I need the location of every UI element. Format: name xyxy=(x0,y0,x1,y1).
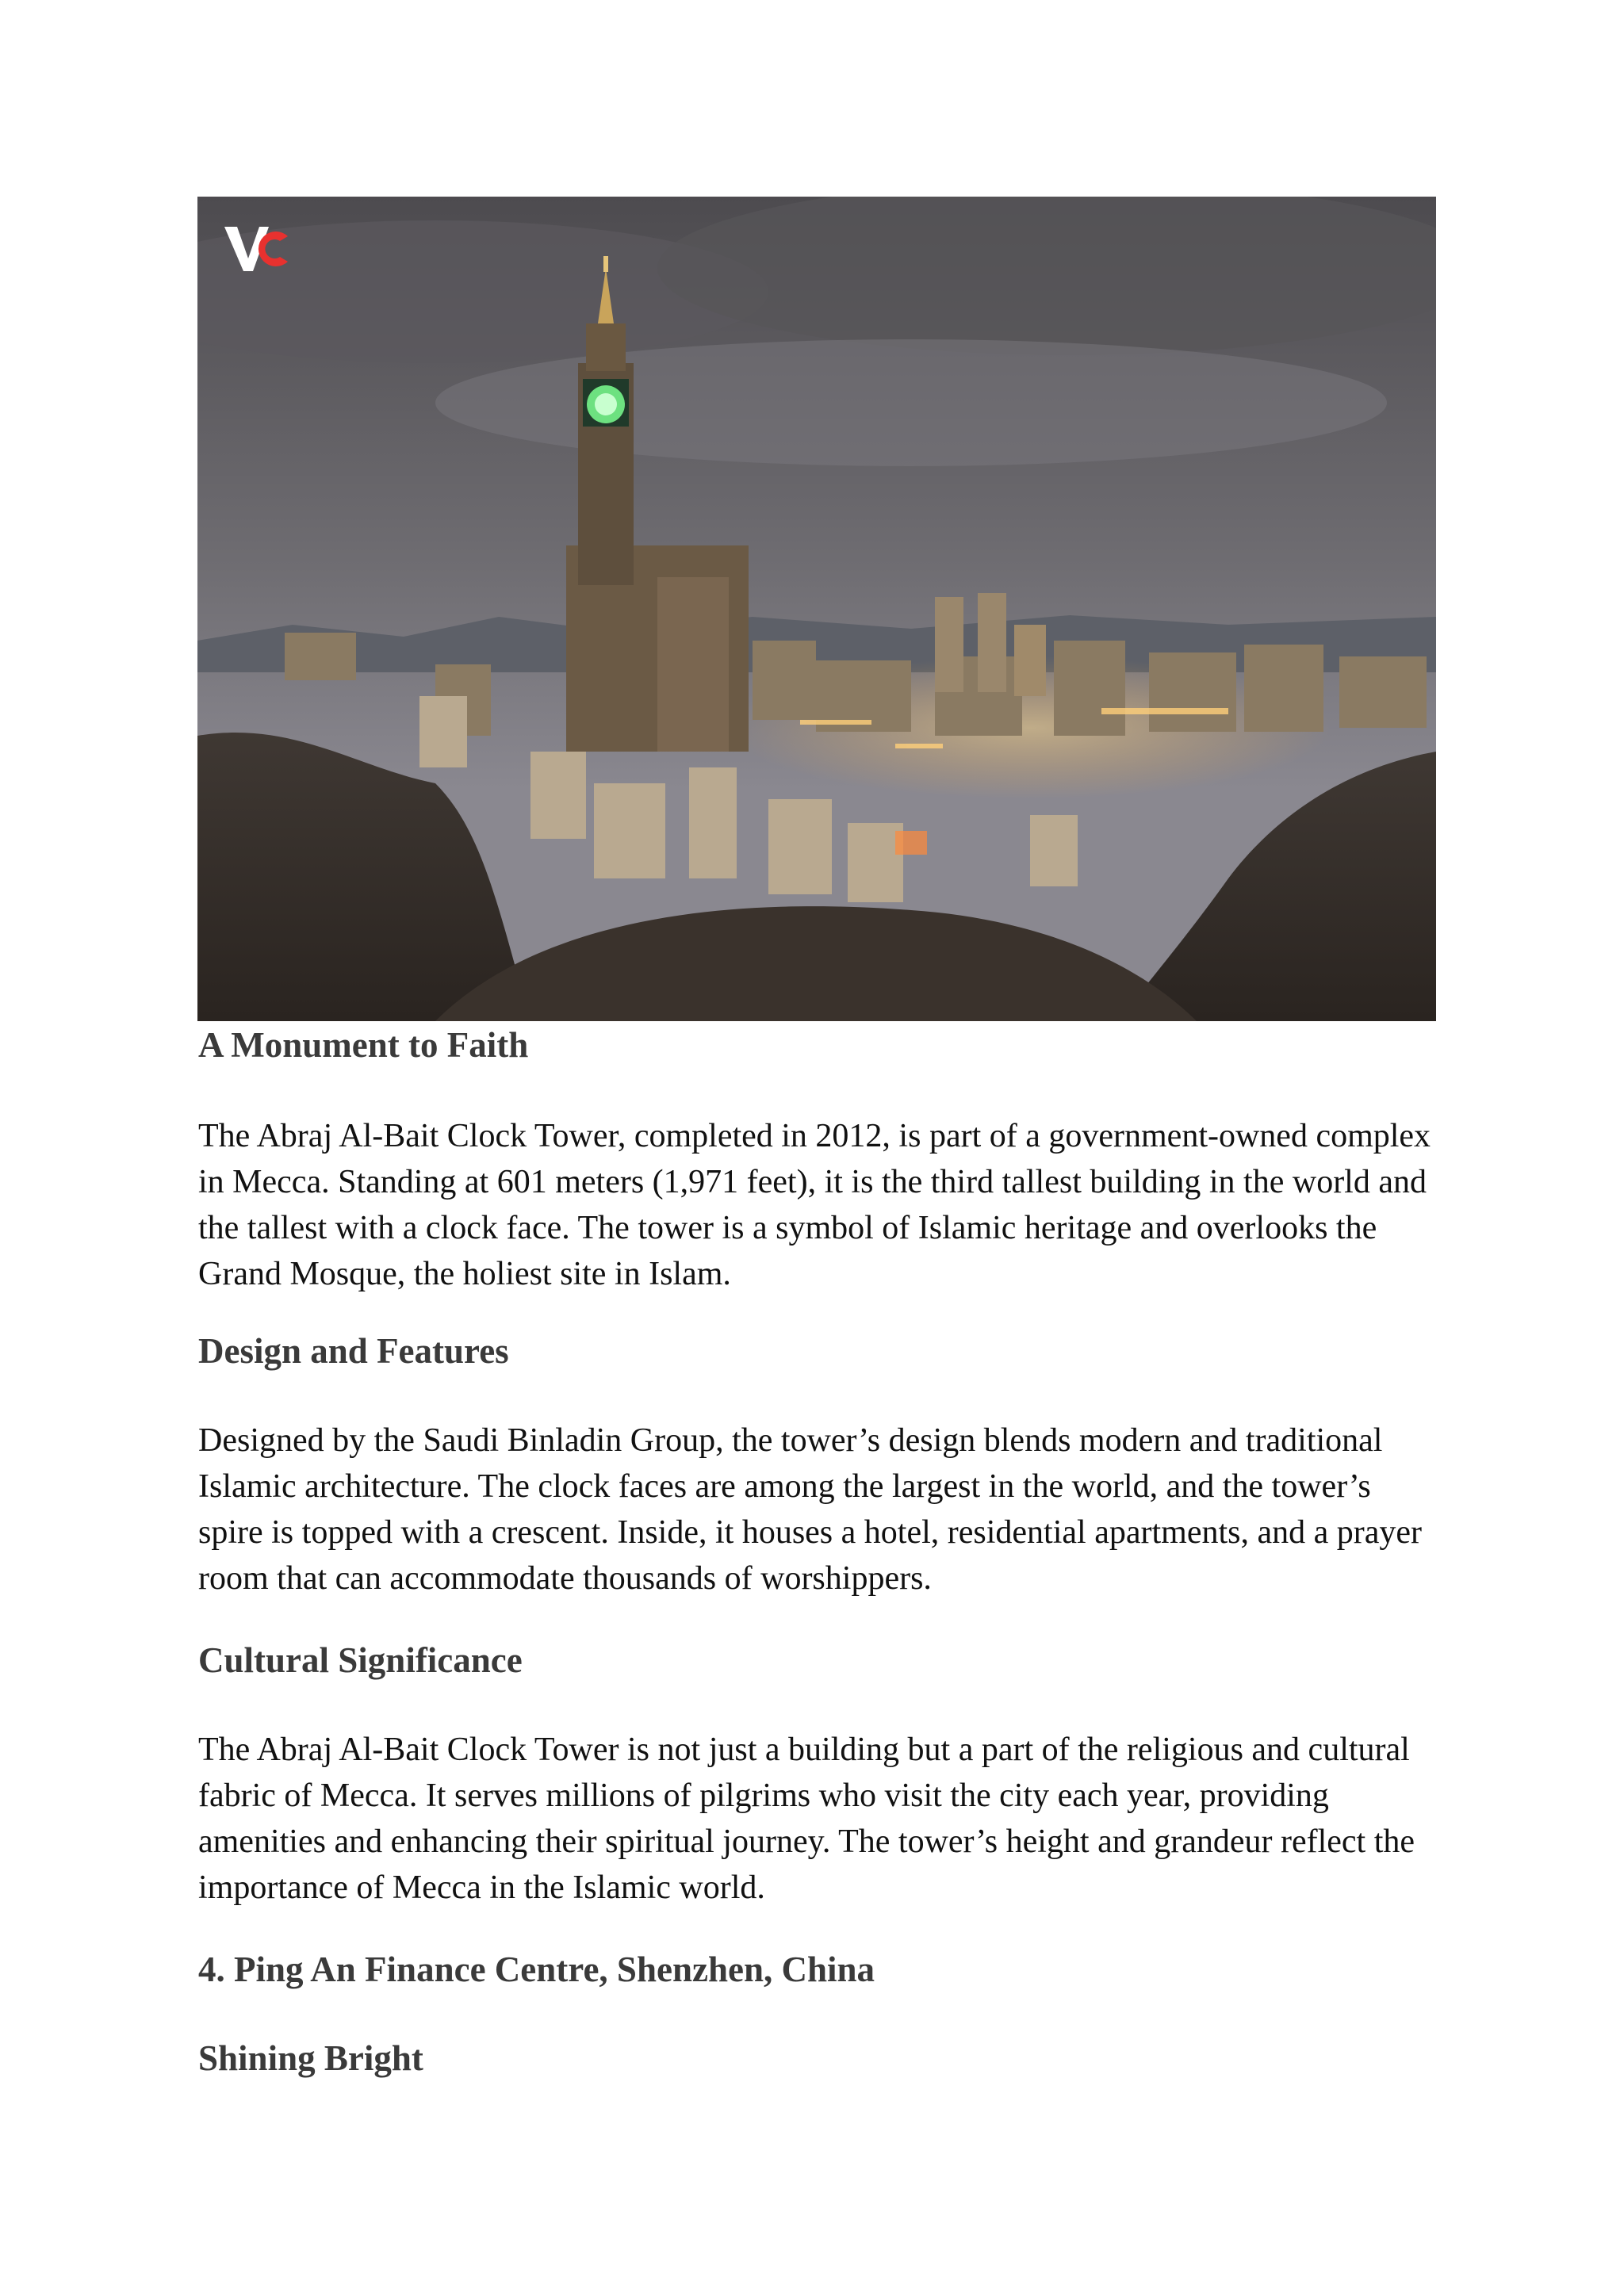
city-skyline-illustration xyxy=(197,197,1436,1021)
heading-cultural-significance: Cultural Significance xyxy=(198,1640,523,1680)
paragraph-monument: The Abraj Al-Bait Clock Tower, completed in 2012, is part of a government-owned complex in Mecca. Standing at 601 meters (1,971 feet), it is the third tallest building in the world and the tallest with a clock face. The tower is a symbol of Islamic heritage and overlooks the Grand Mosque, the holiest site in Islam. xyxy=(198,1118,1431,1292)
heading-ping-an-finance-centre: 4. Ping An Finance Centre, Shenzhen, China xyxy=(198,1950,875,1989)
paragraph-cultural: The Abraj Al-Bait Clock Tower is not just a building but a part of the religious and cultural fabric of Mecca. It serves millions of pilgrims who visit the city each year, providing amenities and enhancing their spiritual journey. The tower’s height and grandeur reflect the importance of Mecca in the Islamic world. xyxy=(198,1732,1415,1906)
heading-shining-bright: Shining Bright xyxy=(198,2038,423,2078)
vc-logo-mark xyxy=(221,220,293,276)
heading-monument-to-faith: A Monument to Faith xyxy=(198,1025,529,1065)
paragraph-design: Designed by the Saudi Binladin Group, the tower’s design blends modern and traditional Islamic architecture. The clock faces are among the largest in the world, and the tower’s spire is topped with a crescent. Inside, it houses a hotel, residential apartments, and a prayer room that can accommodate thousands of worshippers. xyxy=(198,1422,1423,1597)
vc-logo xyxy=(221,220,293,276)
heading-design-and-features: Design and Features xyxy=(198,1331,509,1371)
mecca-clock-tower-photo xyxy=(197,197,1436,1021)
